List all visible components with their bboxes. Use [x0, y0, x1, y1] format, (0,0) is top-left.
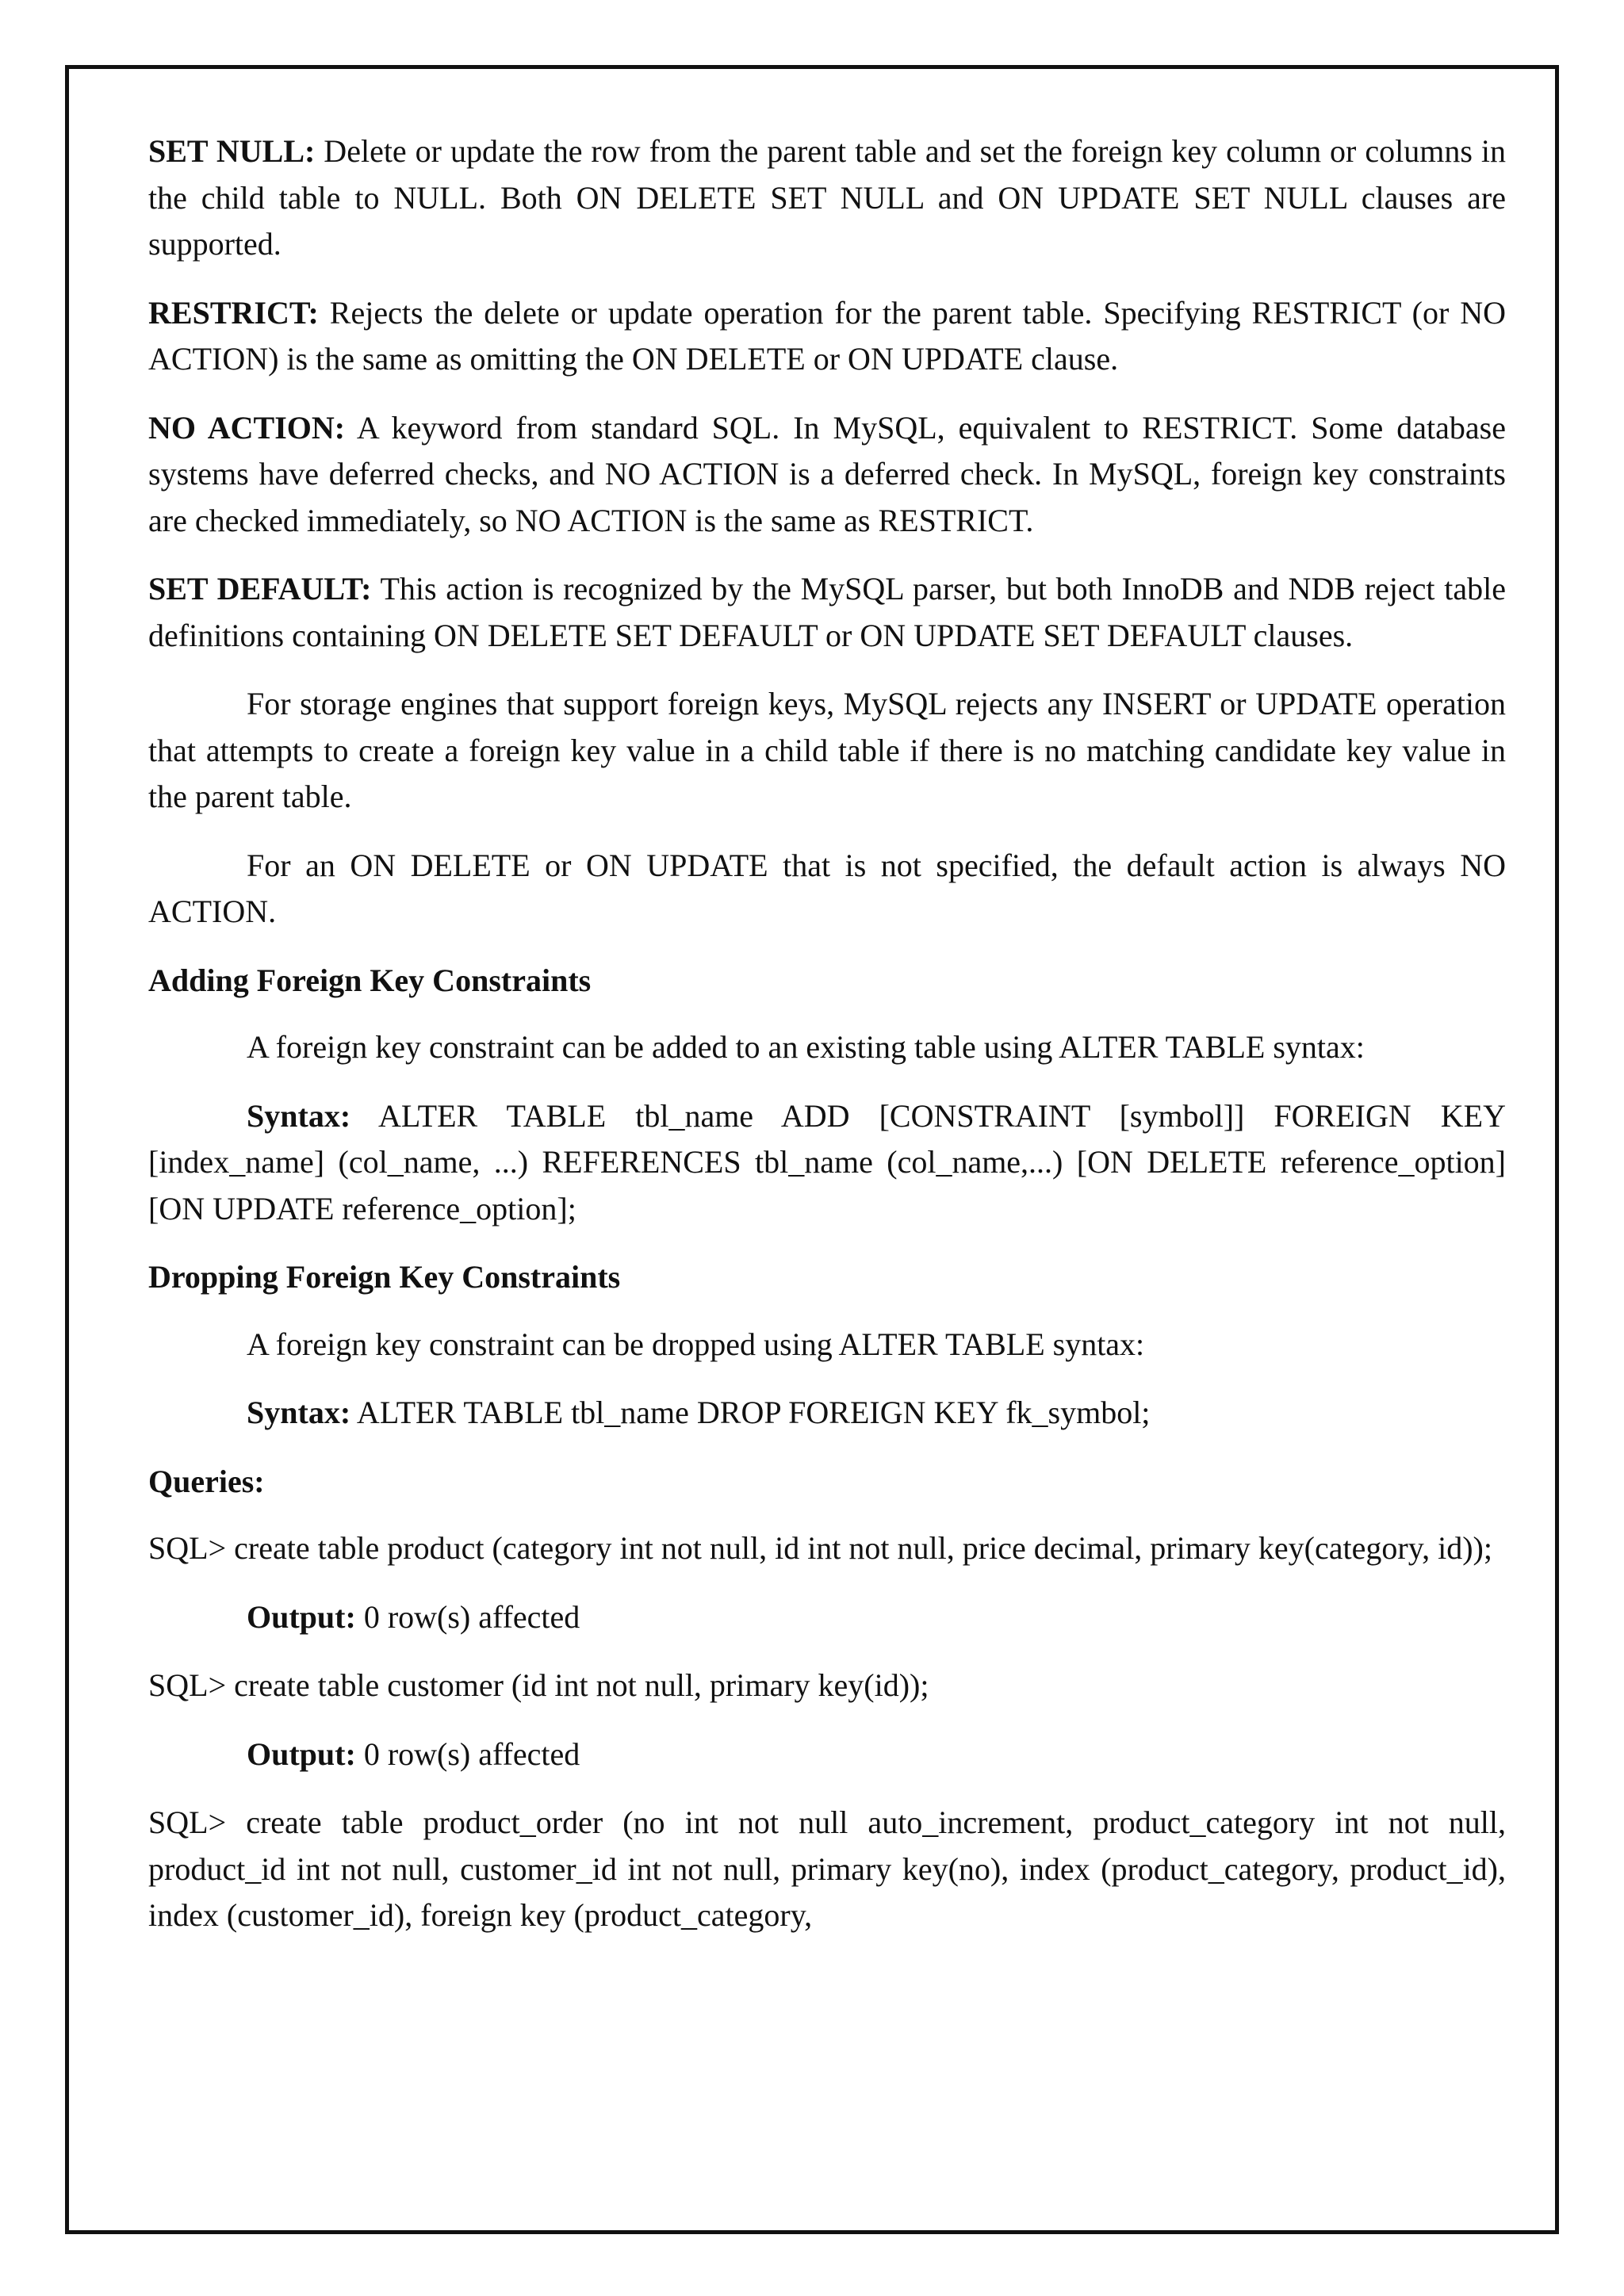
- default-action-paragraph: For an ON DELETE or ON UPDATE that is not specified, the default action is always NO ACTION.: [148, 847, 1506, 929]
- query-2: SQL> create table customer (id int not null, primary key(id));: [148, 1667, 929, 1703]
- dropping-heading: Dropping Foreign Key Constraints: [148, 1259, 621, 1295]
- dropping-syntax: [148, 1390, 1506, 1437]
- adding-syntax-text: ALTER TABLE tbl_name ADD [CONSTRAINT [symbol]] FOREIGN KEY [index_name] (col_name, ...) REFERENCES tbl_name (col_name,...) [ON DELETE reference_option] [ON UPDATE reference_option];: [148, 1097, 1506, 1226]
- restrict-term: RESTRICT:: [148, 294, 319, 331]
- set-null-term: SET NULL:: [148, 133, 316, 169]
- adding-heading: Adding Foreign Key Constraints: [148, 962, 592, 998]
- query-2-output-text: 0 row(s) affected: [355, 1735, 580, 1772]
- query-1-output: [148, 1594, 1506, 1641]
- query-1: SQL> create table product (category int not null, id int not null, price decimal, primary key(category, id));: [148, 1530, 1492, 1566]
- set-default-text: This action is recognized by the MySQL parser, but both InnoDB and NDB reject table definitions containing ON DELETE SET DEFAULT or ON UPDATE SET DEFAULT clauses.: [148, 571, 1506, 653]
- query-2-output-label: Output:: [247, 1735, 356, 1772]
- dropping-text: A foreign key constraint can be dropped using ALTER TABLE syntax:: [247, 1326, 1145, 1362]
- restrict-text: Rejects the delete or update operation for the parent table. Specifying RESTRICT (or NO ACTION) is the same as omitting the ON DELETE or ON UPDATE clause.: [148, 294, 1506, 377]
- set-default-term: SET DEFAULT:: [148, 571, 372, 607]
- query-3: SQL> create table product_order (no int not null auto_increment, product_category int not null, product_id int not null, customer_id int not null, primary key(no), index (product_category, product_id), index (customer_id), foreign key (product_category,: [148, 1804, 1506, 1933]
- query-1-output-label: Output:: [247, 1598, 356, 1635]
- document-body: [148, 128, 1506, 1961]
- storage-engines-paragraph: For storage engines that support foreign keys, MySQL rejects any INSERT or UPDATE operation that attempts to create a foreign key value in a child table if there is no matching candidate key value in the parent table.: [148, 686, 1506, 814]
- dropping-syntax-label: Syntax:: [247, 1395, 351, 1430]
- no-action-text: A keyword from standard SQL. In MySQL, equivalent to RESTRICT. Some database systems have deferred checks, and NO ACTION is a deferred check. In MySQL, foreign key constraints are checked immediately, so NO ACTION is the same as RESTRICT.: [148, 409, 1506, 538]
- set-null-paragraph: [148, 128, 1506, 268]
- dropping-syntax-text: ALTER TABLE tbl_name DROP FOREIGN KEY fk_symbol;: [350, 1395, 1151, 1430]
- set-default-paragraph: [148, 566, 1506, 659]
- queries-heading: Queries:: [148, 1463, 265, 1499]
- set-null-text: Delete or update the row from the parent table and set the foreign key column or columns in the child table to NULL. Both ON DELETE SET NULL and ON UPDATE SET NULL clauses are supported.: [148, 133, 1506, 262]
- no-action-paragraph: [148, 405, 1506, 545]
- query-1-output-text: 0 row(s) affected: [355, 1598, 580, 1635]
- adding-syntax-label: Syntax:: [247, 1097, 351, 1134]
- no-action-term: NO ACTION:: [148, 409, 346, 446]
- restrict-paragraph: [148, 290, 1506, 383]
- adding-text: A foreign key constraint can be added to an existing table using ALTER TABLE syntax:: [247, 1029, 1365, 1065]
- adding-syntax: [148, 1093, 1506, 1233]
- query-2-output: [148, 1732, 1506, 1778]
